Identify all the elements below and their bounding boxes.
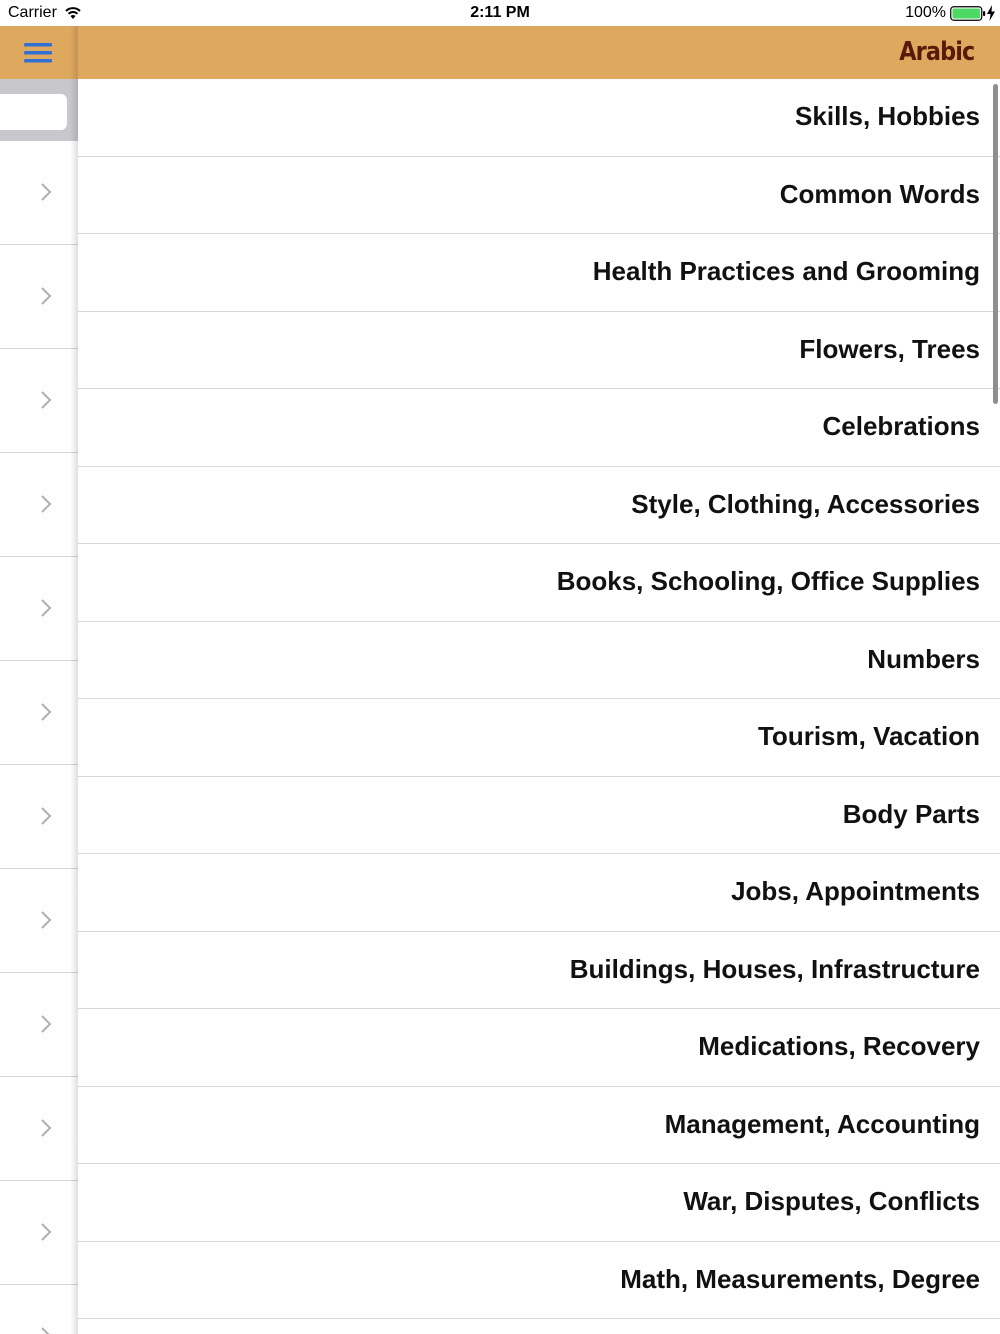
list-item[interactable] — [78, 699, 1000, 777]
chevron-right-icon — [38, 805, 54, 827]
status-bar — [0, 0, 1000, 26]
left-header — [0, 26, 78, 79]
scroll-indicator[interactable] — [993, 84, 998, 404]
list-item-label: Numbers — [867, 643, 980, 674]
left-drawer-panel — [0, 0, 78, 1334]
list-item[interactable] — [78, 544, 1000, 622]
list-item-label: Medications, Recovery — [698, 1031, 980, 1061]
charging-bolt-icon — [986, 5, 996, 21]
chevron-right-icon — [38, 1221, 54, 1243]
chevron-right-icon — [38, 493, 54, 515]
left-list-item[interactable] — [0, 1285, 78, 1334]
list-item-label: Tourism, Vacation — [757, 721, 980, 751]
left-list-item[interactable] — [0, 141, 78, 245]
carrier-label: Carrier — [8, 4, 57, 21]
chevron-right-icon — [38, 597, 54, 619]
list-item[interactable] — [78, 1242, 1000, 1320]
list-item[interactable] — [78, 157, 1000, 235]
chevron-right-icon — [38, 389, 54, 411]
list-item[interactable] — [78, 777, 1000, 855]
list-item-label: Buildings, Houses, Infrastructure — [569, 953, 980, 984]
left-list-item[interactable] — [0, 453, 78, 557]
list-item[interactable] — [78, 234, 1000, 312]
left-list — [0, 141, 78, 1334]
list-item-label: Health Practices and Grooming — [592, 256, 980, 286]
left-list-item[interactable] — [0, 973, 78, 1077]
chevron-right-icon — [38, 909, 54, 931]
list-item[interactable] — [78, 932, 1000, 1010]
list-item-label: Body Parts — [842, 798, 980, 829]
list-item-label: Celebrations — [822, 411, 980, 441]
list-item-label: Management, Accounting — [664, 1108, 980, 1139]
chevron-right-icon — [38, 1117, 54, 1139]
chevron-right-icon — [38, 1013, 54, 1035]
battery-percent: 100% — [905, 4, 946, 21]
left-list-item[interactable] — [0, 765, 78, 869]
main-panel — [78, 26, 1000, 1334]
category-list — [78, 79, 1000, 1319]
list-item[interactable] — [78, 854, 1000, 932]
list-item-label: Common Words — [779, 178, 980, 209]
list-item-label: Style, Clothing, Accessories — [631, 488, 980, 519]
battery-icon — [950, 6, 986, 21]
list-item[interactable] — [78, 1087, 1000, 1165]
search-input[interactable] — [0, 94, 67, 130]
list-item-label: Jobs, Appointments — [731, 876, 980, 906]
list-item[interactable] — [78, 1009, 1000, 1087]
left-list-item[interactable] — [0, 661, 78, 765]
left-list-item[interactable] — [0, 1077, 78, 1181]
chevron-right-icon — [38, 1325, 54, 1334]
navigation-bar — [78, 26, 1000, 79]
list-item[interactable] — [78, 1164, 1000, 1242]
list-item-label: Flowers, Trees — [799, 333, 980, 364]
chevron-right-icon — [38, 701, 54, 723]
left-list-item[interactable] — [0, 349, 78, 453]
list-item[interactable] — [78, 79, 1000, 157]
search-bar — [0, 79, 78, 141]
chevron-right-icon — [38, 285, 54, 307]
list-item[interactable] — [78, 622, 1000, 700]
left-list-item[interactable] — [0, 245, 78, 349]
list-item[interactable] — [78, 467, 1000, 545]
left-list-item[interactable] — [0, 1181, 78, 1285]
left-list-item[interactable] — [0, 557, 78, 661]
list-item-label: War, Disputes, Conflicts — [683, 1186, 980, 1216]
list-item-label: Skills, Hobbies — [795, 101, 980, 131]
list-item-label: Books, Schooling, Office Supplies — [556, 566, 980, 596]
list-item[interactable] — [78, 389, 1000, 467]
hamburger-menu-icon[interactable] — [18, 40, 58, 66]
list-item-label: Math, Measurements, Degree — [620, 1263, 980, 1294]
chevron-right-icon — [38, 181, 54, 203]
page-title: Arabic — [898, 37, 974, 67]
left-list-item[interactable] — [0, 869, 78, 973]
status-time: 2:11 PM — [470, 4, 530, 21]
list-item[interactable] — [78, 312, 1000, 390]
